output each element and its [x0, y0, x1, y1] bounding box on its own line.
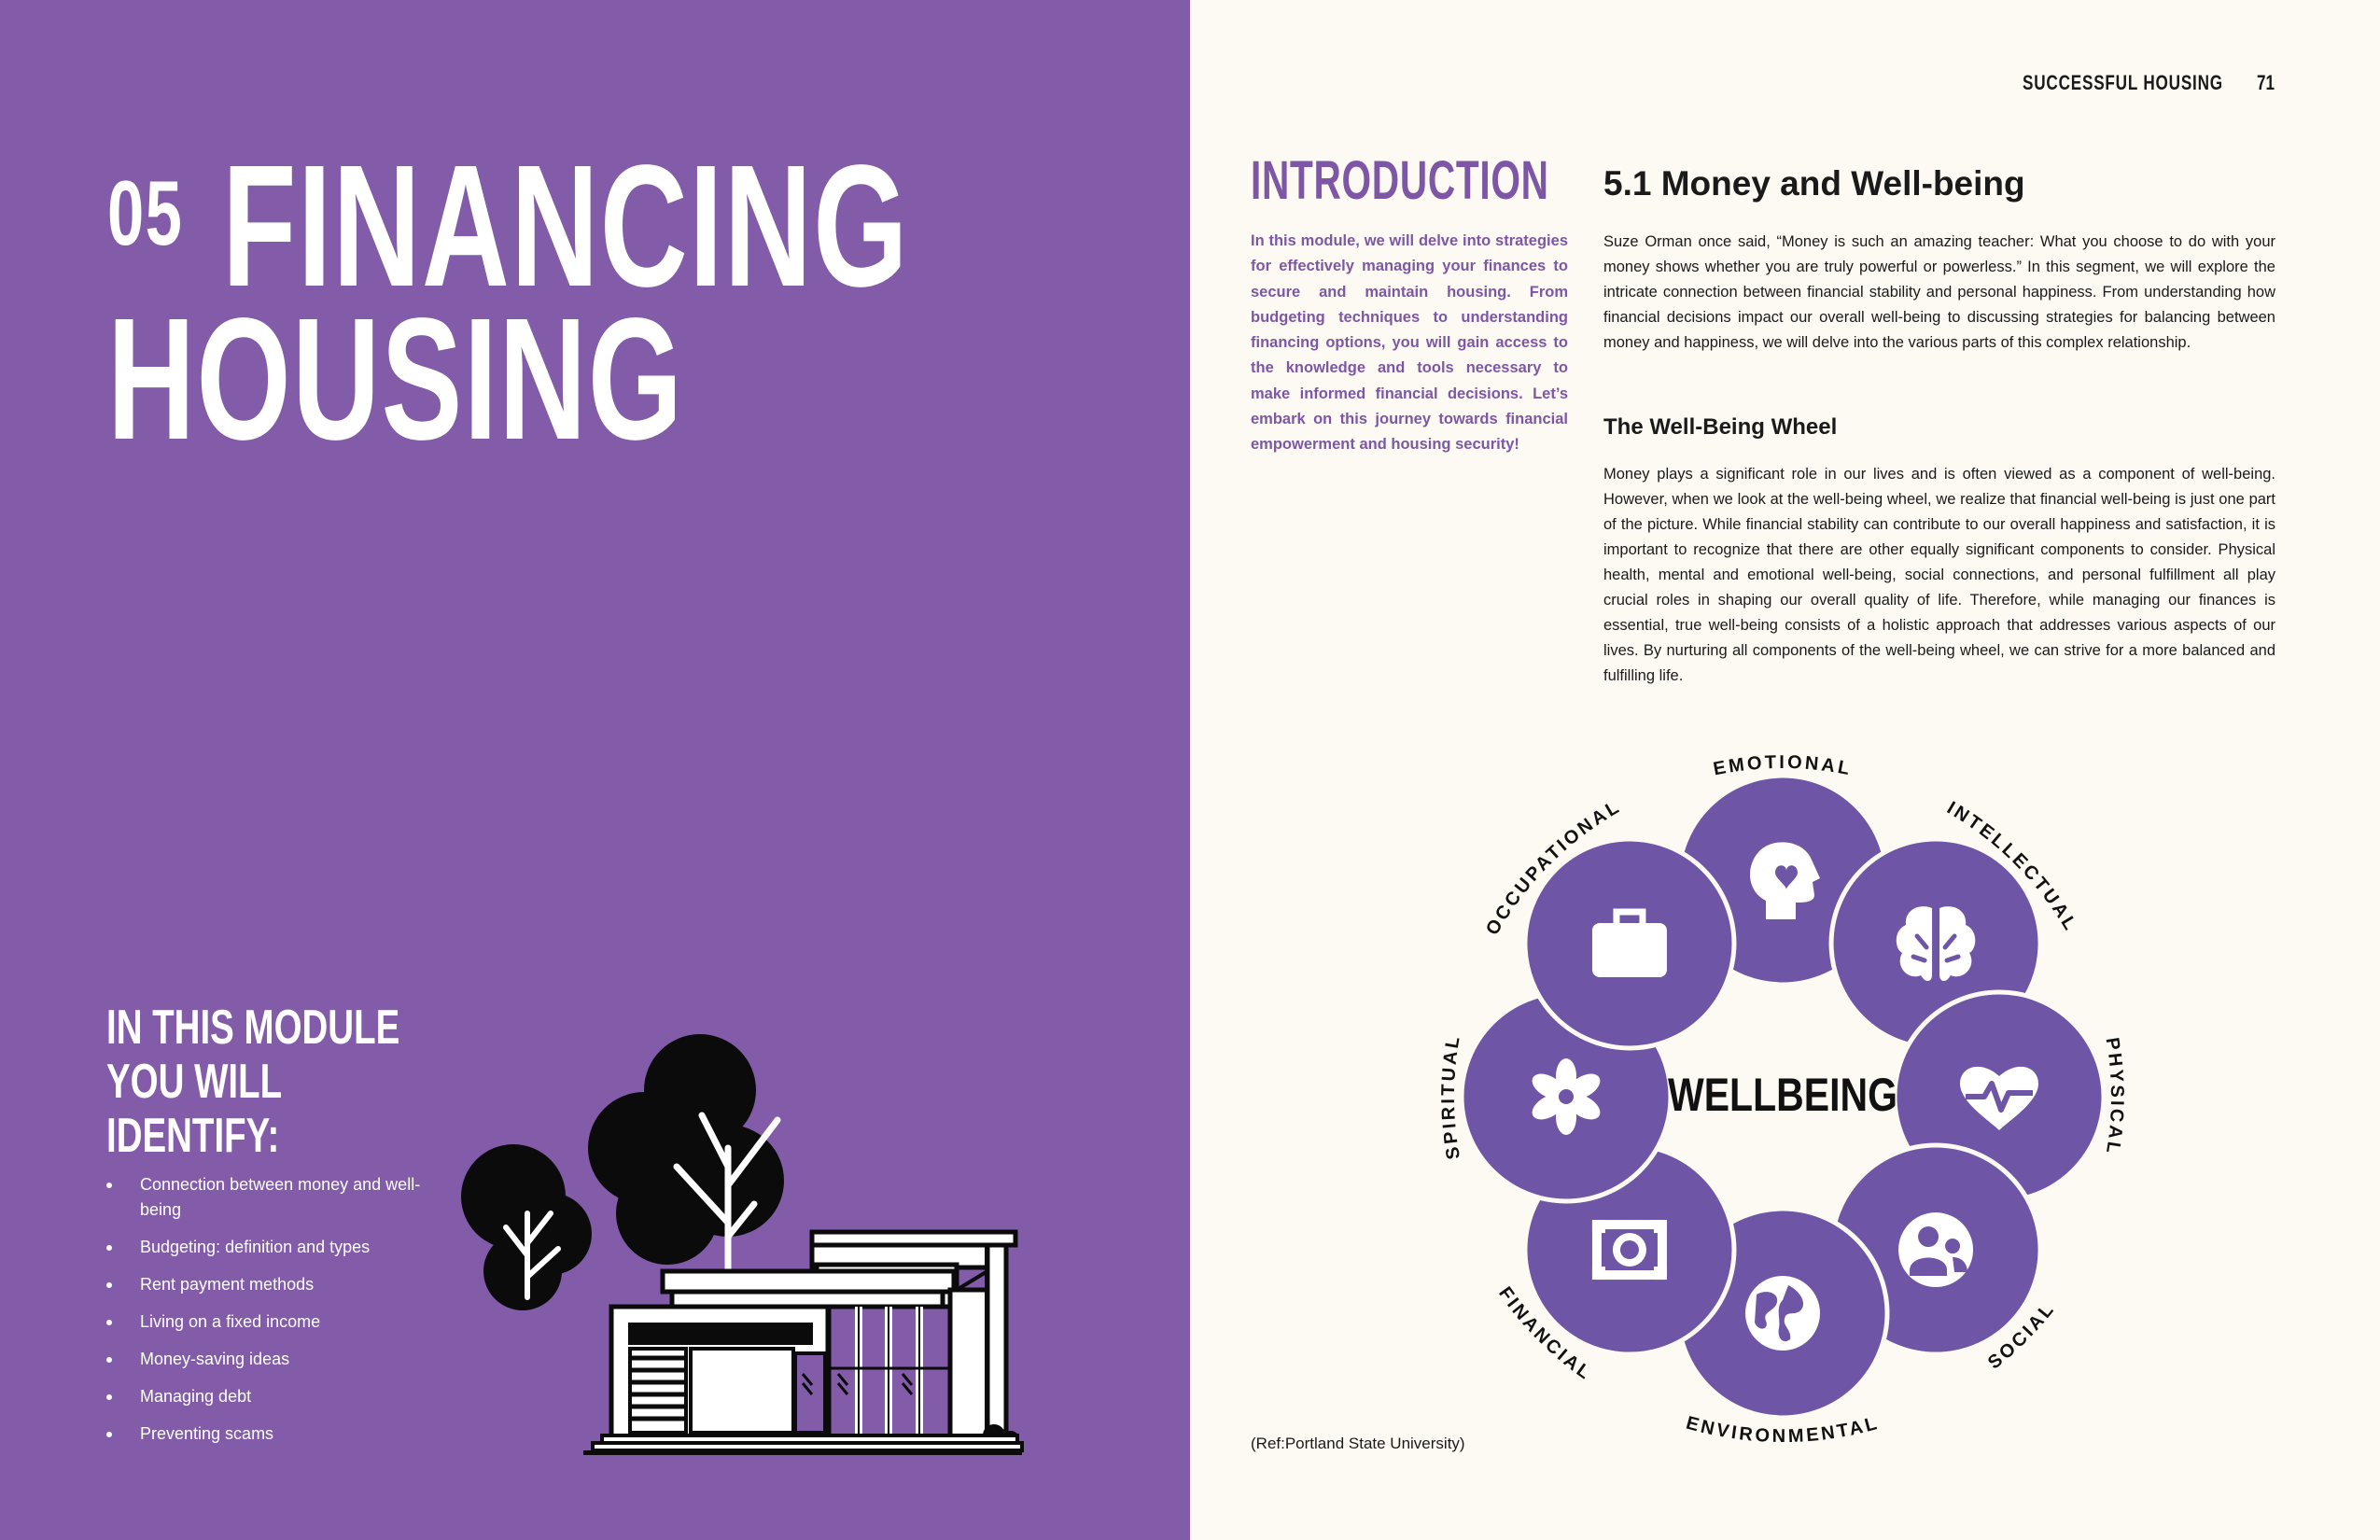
section-paragraph: Suze Orman once said, “Money is such an amazing teacher: What you choose to do with your money shows whether you are truly powerful or powerless.” In this segment, we will explore the intricate connection between financial stability and personal happiness. From understanding how financial decisions impact our overall well-being to discussing strategies for balancing between money and happiness, we will delve into the various parts of this complex relationship. [1603, 233, 2275, 351]
intro-text: In this module, we will delve into strategies for effectively managing your finances to secure and maintain housing. From budgeting techniques to understanding financing options, you will gain access to the knowledge and tools necessary to make informed financial decisions. Let’s embark on this journey towards financial empowerment and housing security! [1251, 232, 1568, 454]
list-item: Money-saving ideas [105, 1347, 431, 1372]
page-number: 71 [2257, 71, 2275, 94]
module-list [105, 1172, 431, 1459]
house-illustration [448, 1027, 1157, 1475]
subsection-paragraph: Money plays a significant role in our lives and is often viewed as a component of well-being. However, when we look at the well-being wheel, we realize that financial well-being is just one part of the picture. While financial stability can contribute to our overall happiness and satisfaction, it is important to recognize that there are other equally significant components to consider. Physical health, mental and emotional well-being, social connections, and personal fulfillment all play crucial roles in shaping our overall quality of life. Therefore, while managing our finances is essential, true well-being consists of a holistic approach that addresses various aspects of our lives. By nurturing all components of the well-being wheel, we can strive for a more balanced and fulfilling life. [1603, 466, 2275, 684]
subsection-heading: The Well-Being Wheel [1603, 414, 1838, 440]
list-item: Living on a fixed income [105, 1309, 431, 1335]
wheel-label-spiritual: SPIRITUAL [1437, 1032, 1465, 1161]
tree-small [461, 1144, 592, 1310]
chapter-title-line1: FINANCING [222, 130, 909, 323]
wheel-label-intellectual: INTELLECTUAL [1943, 797, 2082, 936]
list-item: Managing debt [105, 1384, 431, 1409]
people-icon [1898, 1212, 1973, 1287]
intro-heading: INTRODUCTION [1251, 150, 1549, 211]
chapter-number: 05 [107, 161, 184, 264]
module-heading-line: IN THIS MODULE [106, 1001, 400, 1055]
building [583, 1232, 1022, 1455]
wheel-label-emotional: EMOTIONAL [1711, 751, 1855, 780]
wheel-label-occupational: OCCUPATIONAL [1481, 795, 1625, 939]
module-heading [106, 1001, 399, 1163]
reference-note: (Ref:Portland State University) [1251, 1435, 1465, 1452]
list-item: Rent payment methods [105, 1272, 431, 1297]
wheel-label-environmental: ENVIRONMENTAL [1684, 1412, 1882, 1448]
section-heading: 5.1 Money and Well-being [1603, 164, 2025, 203]
money-icon [1592, 1220, 1667, 1280]
list-item: Budgeting: definition and types [105, 1235, 431, 1260]
running-header: SUCCESSFUL HOUSING [2023, 71, 2223, 94]
wellbeing-wheel [1400, 728, 2147, 1456]
module-heading-line: IDENTIFY: [106, 1109, 280, 1163]
wheel-label-physical: PHYSICAL [2101, 1036, 2128, 1157]
list-item: Connection between money and well-being [105, 1172, 431, 1223]
chapter-title-line2: HOUSING [107, 283, 684, 476]
globe-icon [1745, 1276, 1820, 1351]
wheel-label-social: SOCIAL [1983, 1297, 2060, 1374]
wheel-label-financial: FINANCIAL [1494, 1282, 1597, 1385]
tree-large [588, 1034, 784, 1274]
wheel-center-label: WELLBEING [1668, 1069, 1897, 1121]
list-item: Preventing scams [105, 1421, 431, 1447]
module-heading-line: YOU WILL [106, 1055, 283, 1109]
